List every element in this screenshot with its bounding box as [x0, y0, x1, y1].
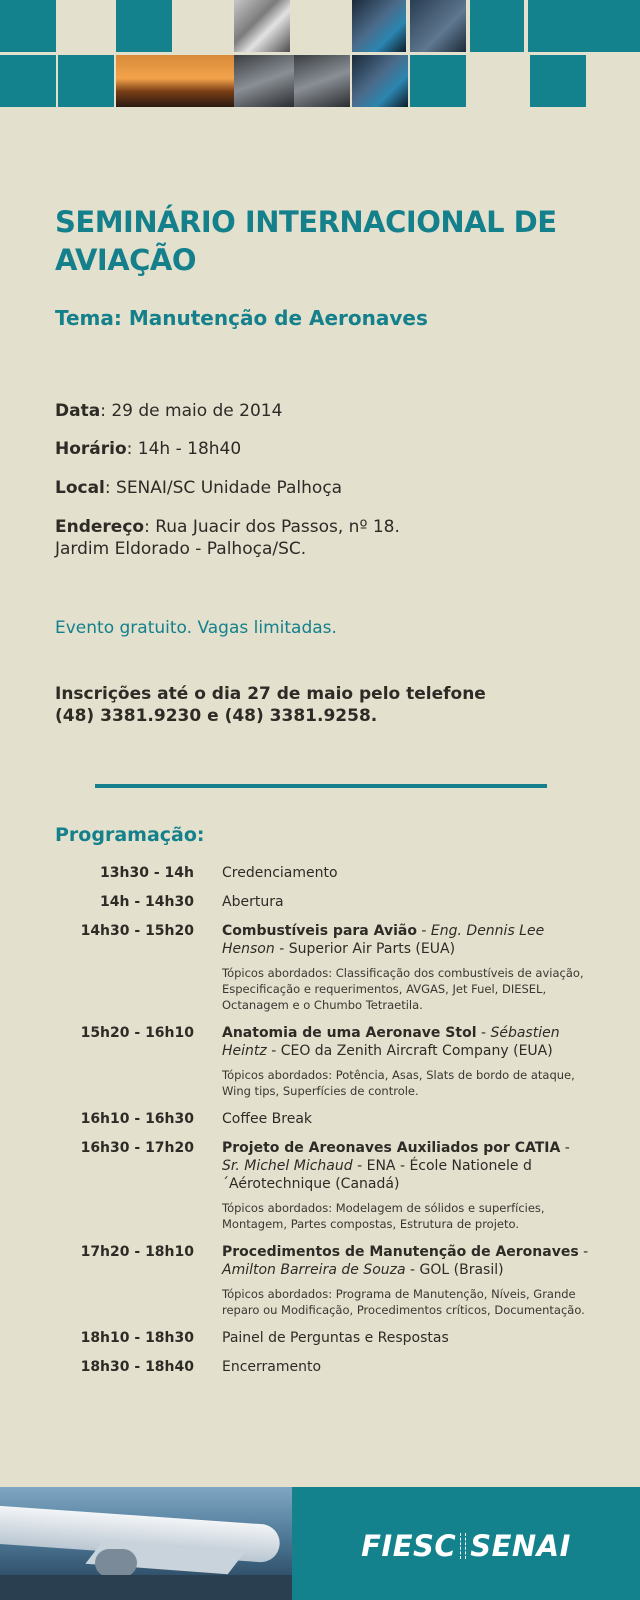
mosaic-tile — [0, 0, 56, 52]
mosaic-tile — [58, 55, 114, 107]
schedule-activity — [222, 1110, 592, 1128]
talk-speaker: Sr. Michel Michaud — [222, 1158, 353, 1174]
section-divider — [95, 784, 547, 788]
schedule-activity — [222, 893, 592, 911]
airport-ground — [0, 1575, 292, 1600]
date-info — [55, 400, 282, 422]
talk-title: Projeto de Areonaves Auxiliados por CATIA — [222, 1140, 561, 1156]
schedule-row — [0, 1110, 640, 1128]
cockpit-photo — [352, 0, 406, 52]
schedule-time: 14h - 14h30 — [100, 894, 194, 910]
schedule-time: 18h10 - 18h30 — [80, 1330, 194, 1346]
registration-info — [55, 683, 615, 727]
talk-topics: Tópicos abordados: Programa de Manutenção, Níveis, Grande reparo ou Modificação, Procedimentos críticos, Documentação. — [222, 1287, 585, 1317]
address-line1: : Rua Juacir dos Passos, nº 18. — [144, 517, 400, 537]
activity-text: Encerramento — [222, 1359, 322, 1375]
logo-separator — [460, 1533, 466, 1559]
airplane-engine — [95, 1549, 137, 1577]
talk-title: Combustíveis para Avião — [222, 923, 417, 939]
talk-organization: - ENA - École Nationele d´Aérotechnique (Canadá) — [222, 1158, 532, 1192]
talk-organization: - GOL (Brasil) — [410, 1262, 504, 1278]
address-info — [55, 516, 400, 560]
schedule-row — [0, 1243, 640, 1318]
schedule-row — [0, 1329, 640, 1347]
schedule-activity: Anatomia de uma Aeronave Stol - Sébastien Heintz - CEO da Zenith Aircraft Company (EUA) Tópicos abordados: Potência, Asas, Slats de bordo de ataque, Wing tips, Superfícies de controle. — [222, 1024, 592, 1099]
schedule-activity: Procedimentos de Manutenção de Aeronaves - Amilton Barreira de Souza - GOL (Brasil) Tópicos abordados: Programa de Manutenção, Níveis, Grande reparo ou Modificação, Procedimentos críticos, Documentação. — [222, 1243, 592, 1318]
schedule-activity — [222, 1329, 592, 1347]
schedule-time: 17h20 - 18h10 — [80, 1244, 194, 1260]
activity-text: Coffee Break — [222, 1111, 313, 1127]
talk-topics: Tópicos abordados: Potência, Asas, Slats de bordo de ataque, Wing tips, Superfícies de controle. — [222, 1068, 575, 1098]
place-label: Local — [55, 478, 105, 498]
schedule-activity: Combustíveis para Avião - Eng. Dennis Lee Henson - Superior Air Parts (EUA) Tópicos abordados: Classificação dos combustíveis de aviação, Especificação e requerimentos, AVGAS, Jet Fuel, DIESEL, Octanagem e o Chumbo Tetraetila. — [222, 922, 592, 1013]
mosaic-tile — [530, 55, 586, 107]
engine-photo — [234, 0, 290, 52]
address-line2: Jardim Eldorado - Palhoça/SC. — [55, 539, 307, 559]
mosaic-tile — [410, 55, 466, 107]
place-info — [55, 477, 342, 499]
talk-speaker: Sébastien Heintz — [222, 1025, 560, 1059]
schedule-activity — [222, 1358, 592, 1376]
fiesc-senai-logo — [292, 1529, 640, 1563]
schedule-list — [0, 864, 640, 1387]
logo-panel — [292, 1487, 640, 1600]
logo-senai: SENAI — [470, 1529, 571, 1563]
airplane-photo — [0, 1487, 292, 1600]
airplane-sunset-photo — [116, 55, 234, 107]
logo-fiesc: FIESC — [361, 1529, 457, 1563]
activity-text: Abertura — [222, 894, 284, 910]
time-label: Horário — [55, 439, 127, 459]
mosaic-tile — [470, 0, 524, 52]
schedule-activity: Projeto de Areonaves Auxiliados por CATIA - Sr. Michel Michaud - ENA - École Nationele d´Aérotechnique (Canadá) Tópicos abordados: Modelagem de sólidos e superfícies, Montagem, Partes compostas, Estrutura de projeto. — [222, 1139, 592, 1232]
free-event-note: Evento gratuito. Vagas limitadas. — [55, 618, 337, 638]
place-value: : SENAI/SC Unidade Palhoça — [104, 478, 343, 498]
talk-organization: - CEO da Zenith Aircraft Company (EUA) — [271, 1043, 553, 1059]
schedule-row — [0, 1358, 640, 1376]
registration-phones: (48) 3381.9230 e (48) 3381.9258. — [55, 706, 378, 726]
schedule-time: 18h30 - 18h40 — [80, 1359, 194, 1375]
activity-text: Painel de Perguntas e Respostas — [222, 1330, 449, 1346]
talk-organization: - Superior Air Parts (EUA) — [279, 941, 456, 957]
footer — [0, 1487, 640, 1600]
schedule-row — [0, 864, 640, 882]
activity-text: Credenciamento — [222, 865, 338, 881]
registration-line1: Inscrições até o dia 27 de maio pelo telefone — [55, 684, 486, 704]
program-title: Programação: — [55, 824, 205, 846]
talk-speaker: Amilton Barreira de Souza — [222, 1262, 406, 1278]
engine-parts-photo — [294, 55, 350, 107]
theme-subtitle: Tema: Manutenção de Aeronaves — [55, 306, 428, 330]
schedule-time: 16h30 - 17h20 — [80, 1140, 194, 1156]
header-mosaic — [0, 0, 640, 108]
page-title: SEMINÁRIO INTERNACIONAL DE AVIAÇÃO — [55, 205, 557, 277]
schedule-row — [0, 893, 640, 911]
date-value: : 29 de maio de 2014 — [100, 401, 283, 421]
schedule-row — [0, 1139, 640, 1232]
address-label: Endereço — [55, 517, 145, 537]
talk-speaker: Eng. Dennis Lee Henson — [222, 923, 545, 957]
control-panel-photo — [410, 0, 466, 52]
time-value: : 14h - 18h40 — [126, 439, 242, 459]
talk-title: Anatomia de uma Aeronave Stol — [222, 1025, 477, 1041]
engine-parts-photo — [234, 55, 294, 107]
schedule-time: 14h30 - 15h20 — [80, 923, 194, 939]
schedule-time: 16h10 - 16h30 — [80, 1111, 194, 1127]
schedule-row — [0, 1024, 640, 1099]
talk-topics: Tópicos abordados: Modelagem de sólidos e superfícies, Montagem, Partes compostas, Estrutura de projeto. — [222, 1201, 545, 1231]
mosaic-tile — [0, 55, 56, 107]
schedule-activity — [222, 864, 592, 882]
schedule-time: 13h30 - 14h — [100, 865, 194, 881]
mosaic-tile — [116, 0, 172, 52]
talk-title: Procedimentos de Manutenção de Aeronaves — [222, 1244, 579, 1260]
schedule-row — [0, 922, 640, 1013]
mosaic-tile — [528, 0, 640, 52]
technician-photo — [352, 55, 408, 107]
date-label: Data — [55, 401, 101, 421]
schedule-time: 15h20 - 16h10 — [80, 1025, 194, 1041]
talk-topics: Tópicos abordados: Classificação dos combustíveis de aviação, Especificação e requerimentos, AVGAS, Jet Fuel, DIESEL, Octanagem e o Chumbo Tetraetila. — [222, 966, 584, 1012]
time-info — [55, 438, 241, 460]
